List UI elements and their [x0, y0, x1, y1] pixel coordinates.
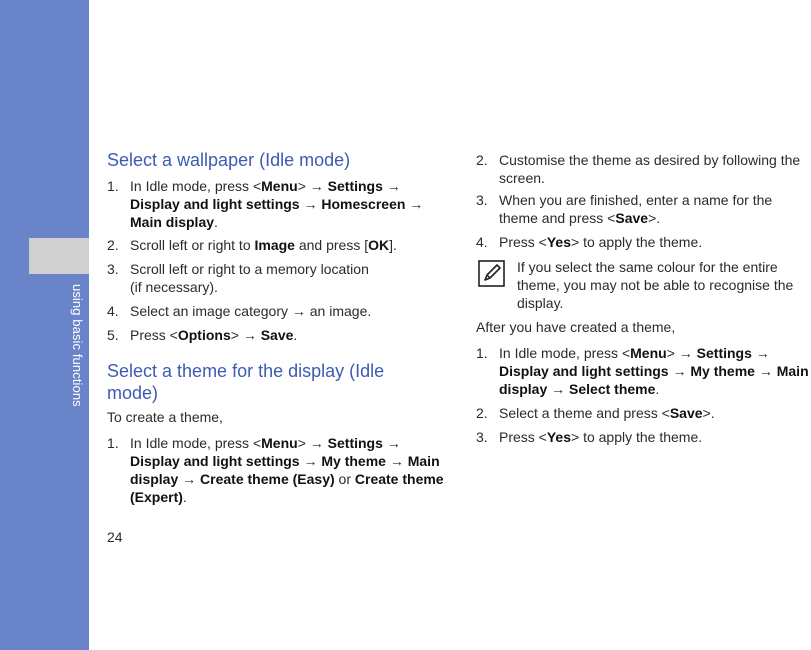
step-text: Scroll left or right to a memory location (if necessary).: [130, 261, 369, 295]
menu-path-term: Menu: [261, 178, 298, 194]
step-text: Select a theme and press <Save>.: [499, 405, 715, 421]
step-text: In Idle mode, press <Menu> → Settings → Display and light settings → My theme → Main display → Select theme.: [499, 345, 809, 397]
step-text: When you are finished, enter a name for the theme and press <Save>.: [499, 192, 773, 226]
menu-path-term: Main display: [130, 214, 215, 230]
menu-path-term: Display and light settings: [130, 196, 300, 212]
section-intro: To create a theme,: [107, 409, 223, 425]
menu-path-term: Display and light settings: [130, 453, 300, 469]
step-number: 4.: [476, 234, 488, 250]
menu-path-term: Options: [177, 327, 231, 343]
step-number: 5.: [107, 327, 119, 343]
menu-path-term: Settings: [327, 178, 383, 194]
note-text: If you select the same colour for the entire theme, you may not be able to recognise the display.: [517, 259, 794, 311]
step-number: 1.: [476, 345, 488, 361]
menu-path-term: My theme: [690, 363, 755, 379]
step-number: 2.: [107, 237, 119, 253]
step-text: Press <Yes> to apply the theme.: [499, 429, 703, 445]
step-number: 3.: [107, 261, 119, 277]
menu-path-term: Menu: [630, 345, 667, 361]
menu-path-term: Image: [254, 237, 295, 253]
page-number: 24: [107, 529, 123, 545]
sidebar-tab-marker: [29, 238, 89, 274]
step-number: 3.: [476, 192, 488, 208]
section-heading-wallpaper: Select a wallpaper (Idle mode): [107, 150, 351, 170]
step-text: In Idle mode, press <Menu> → Settings → Display and light settings → My theme → Main display → Create theme (Easy) or Create theme (Expert).: [130, 435, 444, 505]
note-box: [476, 258, 811, 310]
menu-path-term: Display and light settings: [499, 363, 669, 379]
step-number: 2.: [476, 405, 488, 421]
menu-path-term: Yes: [546, 234, 571, 250]
sidebar-chapter-label: using basic functions: [70, 284, 85, 407]
menu-path-term: Settings: [327, 435, 383, 451]
menu-path-term: Save: [260, 327, 294, 343]
step-text: In Idle mode, press <Menu> → Settings → Display and light settings → Homescreen → Main display.: [130, 178, 424, 230]
menu-path-term: Create theme (Easy): [200, 471, 335, 487]
step-number: 4.: [107, 303, 119, 319]
menu-path-term: Main display: [499, 363, 809, 397]
step-number: 3.: [476, 429, 488, 445]
step-number: 1.: [107, 178, 119, 194]
menu-path-term: Create theme (Expert): [130, 471, 444, 505]
menu-path-term: Main display: [130, 453, 440, 487]
menu-path-term: Select theme: [569, 381, 656, 397]
menu-path-term: Settings: [696, 345, 752, 361]
step-text: Customise the theme as desired by following the screen.: [499, 152, 801, 186]
menu-path-term: Yes: [546, 429, 571, 445]
step-number: 2.: [476, 152, 488, 168]
step-text: Scroll left or right to Image and press [OK].: [130, 237, 397, 253]
after-intro: After you have created a theme,: [476, 319, 676, 335]
step-number: 1.: [107, 435, 119, 451]
note-pencil-icon: [478, 260, 505, 287]
section-heading-theme: Select a theme for the display (Idle mode): [107, 361, 385, 403]
menu-path-term: Homescreen: [321, 196, 406, 212]
menu-path-term: Save: [669, 405, 703, 421]
step-text: Select an image category → an image.: [130, 303, 372, 319]
menu-path-term: Save: [615, 210, 649, 226]
step-text: Press <Yes> to apply the theme.: [499, 234, 703, 250]
menu-path-term: Menu: [261, 435, 298, 451]
menu-path-term: OK: [368, 237, 390, 253]
menu-path-term: My theme: [321, 453, 386, 469]
step-text: Press <Options> → Save.: [130, 327, 298, 343]
